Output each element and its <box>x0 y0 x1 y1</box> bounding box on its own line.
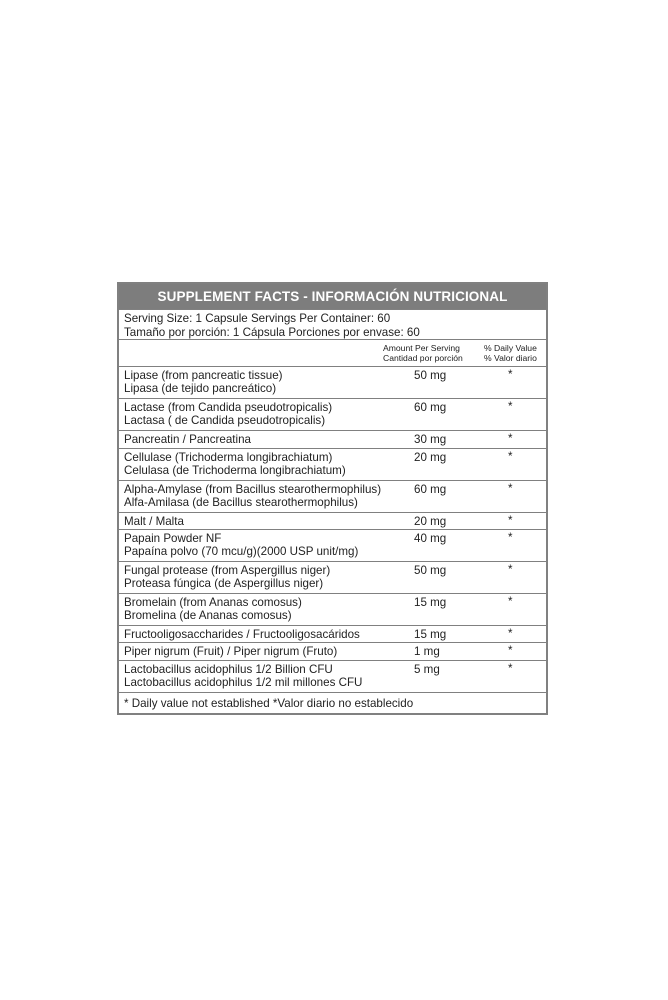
ingredient-name-en: Papain Powder NF <box>124 532 222 545</box>
amount-header-en: Amount Per Serving <box>383 343 460 353</box>
amount-header-es: Cantidad por porción <box>383 353 463 363</box>
footnote: * Daily value not established *Valor diario no establecido <box>119 692 546 714</box>
ingredient-daily-value: * <box>508 662 513 675</box>
ingredient-table <box>119 367 546 692</box>
ingredient-name-en: Piper nigrum (Fruit) / Piper nigrum (Fruto) <box>124 645 338 658</box>
ingredient-amount: 50 mg <box>414 564 447 577</box>
ingredient-amount: 40 mg <box>414 532 447 545</box>
serving-line-es: Tamaño por porción: 1 Cápsula Porciones por envase: 60 <box>124 326 420 339</box>
ingredient-daily-value: * <box>508 514 513 527</box>
ingredient-name-es: Lactasa ( de Candida pseudotropicalis) <box>124 414 326 427</box>
ingredient-amount: 1 mg <box>414 645 440 658</box>
ingredient-daily-value: * <box>508 432 513 445</box>
serving-line-en: Serving Size: 1 Capsule Servings Per Container: 60 <box>124 312 391 325</box>
ingredient-amount: 50 mg <box>414 369 447 382</box>
serving-info <box>119 310 546 340</box>
ingredient-name-en: Lipase (from pancreatic tissue) <box>124 369 283 382</box>
ingredient-name-en: Cellulase (Trichoderma longibrachiatum) <box>124 451 333 464</box>
table-row <box>119 530 546 562</box>
table-row <box>119 513 546 530</box>
supplement-facts-panel <box>117 282 548 715</box>
dv-column-header <box>484 343 537 363</box>
ingredient-amount: 20 mg <box>414 515 447 528</box>
table-row <box>119 431 546 449</box>
panel-title: SUPPLEMENT FACTS - INFORMACIÓN NUTRICIONAL <box>119 284 546 310</box>
ingredient-name-en: Malt / Malta <box>124 515 184 528</box>
ingredient-name-en: Alpha-Amylase (from Bacillus stearothermophilus) <box>124 483 382 496</box>
ingredient-name-en: Fungal protease (from Aspergillus niger) <box>124 564 331 577</box>
ingredient-daily-value: * <box>508 627 513 640</box>
table-row <box>119 661 546 692</box>
ingredient-name-es: Celulasa (de Trichoderma longibrachiatum) <box>124 464 346 477</box>
ingredient-amount: 15 mg <box>414 596 447 609</box>
table-row <box>119 481 546 513</box>
ingredient-daily-value: * <box>508 400 513 413</box>
table-row <box>119 399 546 431</box>
ingredient-amount: 20 mg <box>414 451 447 464</box>
ingredient-name-es: Lipasa (de tejido pancreático) <box>124 382 277 395</box>
ingredient-amount: 5 mg <box>414 663 440 676</box>
dv-header-es: % Valor diario <box>484 353 537 363</box>
ingredient-daily-value: * <box>508 450 513 463</box>
dv-header-en: % Daily Value <box>484 343 537 353</box>
ingredient-name-es: Proteasa fúngica (de Aspergillus niger) <box>124 577 324 590</box>
ingredient-daily-value: * <box>508 563 513 576</box>
ingredient-name-en: Lactase (from Candida pseudotropicalis) <box>124 401 333 414</box>
ingredient-name-en: Bromelain (from Ananas comosus) <box>124 596 302 609</box>
ingredient-daily-value: * <box>508 368 513 381</box>
table-row <box>119 449 546 481</box>
table-row <box>119 626 546 643</box>
ingredient-daily-value: * <box>508 531 513 544</box>
ingredient-name-es: Papaína polvo (70 mcu/g)(2000 USP unit/mg) <box>124 545 359 558</box>
ingredient-name-en: Pancreatin / Pancreatina <box>124 433 251 446</box>
ingredient-amount: 30 mg <box>414 433 447 446</box>
table-row <box>119 643 546 661</box>
ingredient-amount: 60 mg <box>414 483 447 496</box>
ingredient-name-es: Lactobacillus acidophilus 1/2 mil millones CFU <box>124 676 363 689</box>
column-headers <box>119 340 546 367</box>
ingredient-name-en: Fructooligosaccharides / Fructooligosacáridos <box>124 628 360 641</box>
table-row <box>119 562 546 594</box>
table-row <box>119 367 546 399</box>
ingredient-daily-value: * <box>508 644 513 657</box>
amount-column-header <box>383 343 463 363</box>
ingredient-amount: 15 mg <box>414 628 447 641</box>
ingredient-name-es: Alfa-Amilasa (de Bacillus stearothermophilus) <box>124 496 358 509</box>
ingredient-name-es: Bromelina (de Ananas comosus) <box>124 609 292 622</box>
ingredient-daily-value: * <box>508 482 513 495</box>
table-row <box>119 594 546 626</box>
ingredient-amount: 60 mg <box>414 401 447 414</box>
ingredient-daily-value: * <box>508 595 513 608</box>
ingredient-name-en: Lactobacillus acidophilus 1/2 Billion CFU <box>124 663 333 676</box>
